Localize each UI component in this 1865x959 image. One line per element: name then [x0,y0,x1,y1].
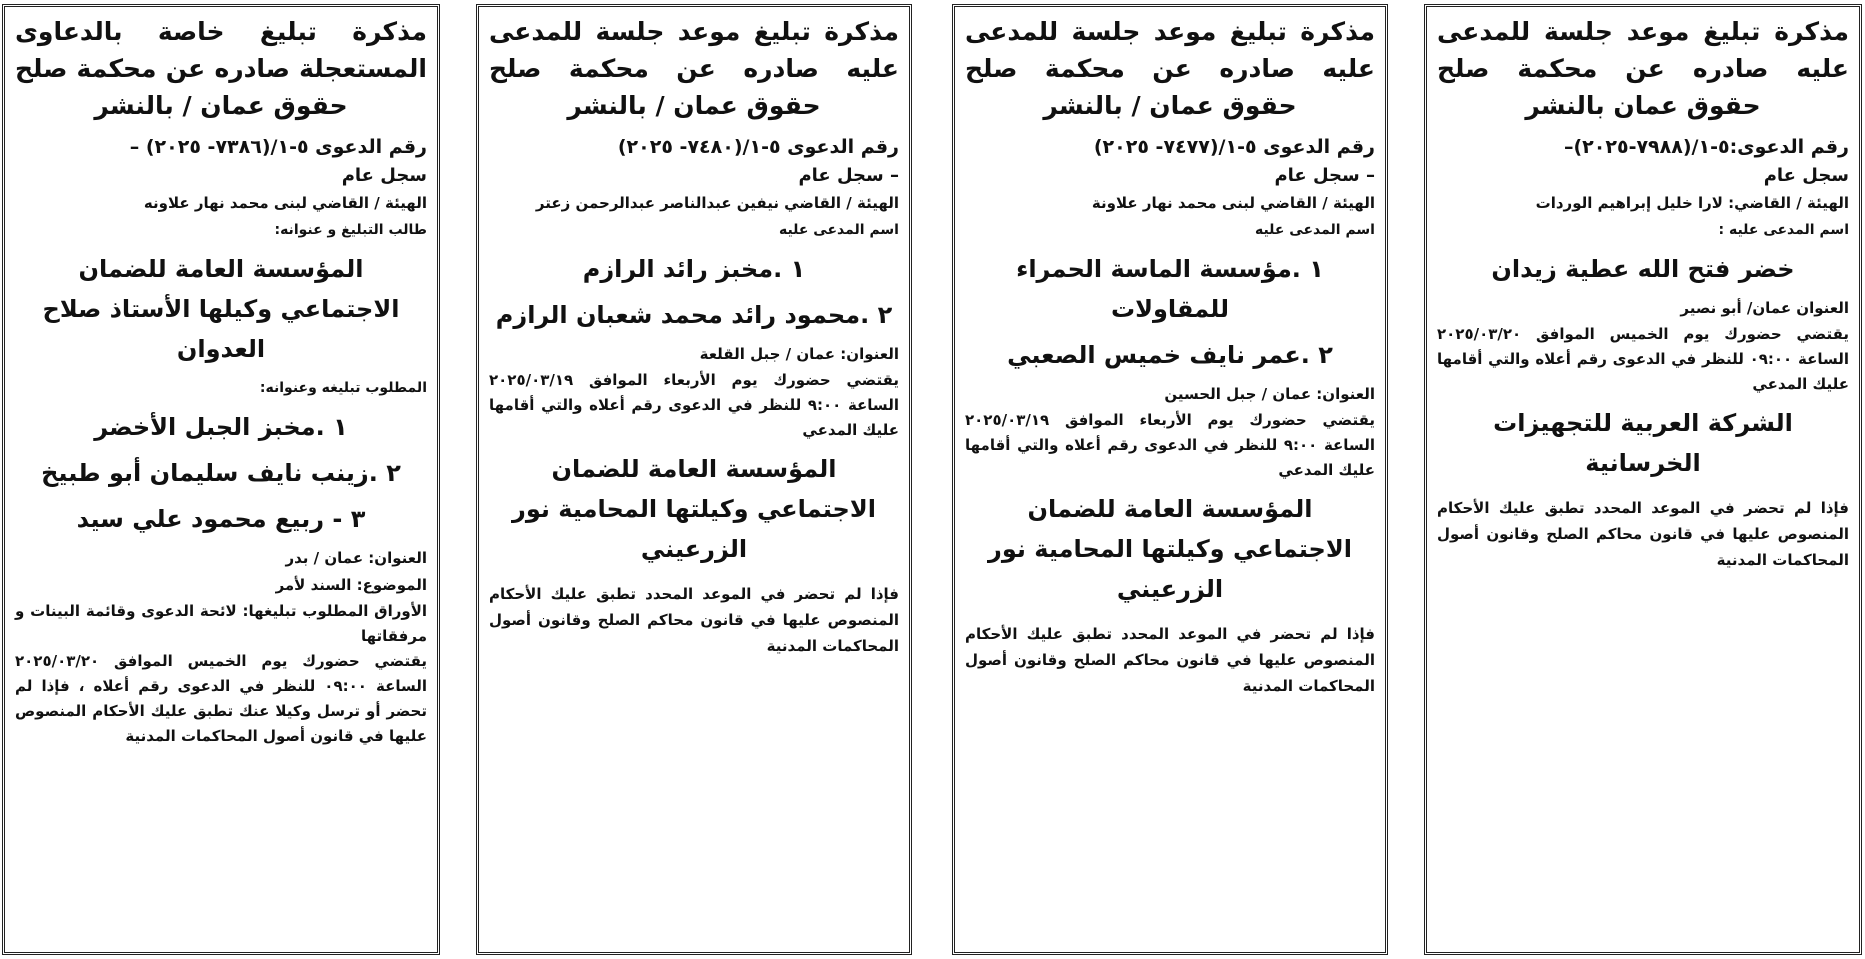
notice-case-7477 [952,4,1388,955]
notice-party: ٣ - ربيع محمود علي سيد [76,505,366,533]
notice-case-number: رقم الدعوى ٥-١/(٧٤٧٧- ٢٠٢٥) [1093,136,1375,158]
notice-party: ١ .مخبز الجبل الأخضر [94,413,348,441]
notice-body: يقتضي حضورك يوم الخميس الموافق ٢٠٢٥/٠٣/٢٠ الساعة ٠٩:٠٠ للنظر في الدعوى رقم أعلاه ، فإذا لم تحضر أو ترسل وكيلا عنك تطبق عليك الأحكام المنصوص عليها في قانون أصول المحاكمات المدنية [15,652,427,745]
notice-title: مذكرة تبليغ موعد جلسة للمدعى عليه صادره عن محكمة صلح حقوق عمان بالنشر [1437,17,1849,120]
notice-party: ٢ .محمود رائد محمد شعبان الرازم [495,301,893,329]
notice-party: ٢ .عمر نايف خميس الصعبي [1007,341,1333,369]
notice-case-7988 [1424,4,1862,955]
notice-party: المؤسسة العامة للضمان الاجتماعي وكيلها الأستاذ صلاح العدوان [42,255,400,363]
notice-label: طالب التبليغ و عنوانه: [274,222,427,238]
notice-warning: فإذا لم تحضر في الموعد المحدد تطبق عليك الأحكام المنصوص عليها في قانون محاكم الصلح وقانون أصول المحاكمات المدنية [489,585,899,655]
notice-body: يقتضي حضورك يوم الأربعاء الموافق ٢٠٢٥/٠٣/١٩ الساعة ٩:٠٠ للنظر في الدعوى رقم أعلاه والتي أقامها عليك المدعي [489,371,899,439]
notice-registry: – سجل عام [1274,165,1375,186]
notice-title: مذكرة تبليغ خاصة بالدعاوى المستعجلة صادره عن محكمة صلح حقوق عمان / بالنشر [15,17,427,120]
notice-body: يقتضي حضورك يوم الخميس الموافق ٢٠٢٥/٠٣/٢٠ الساعة ٠٩:٠٠ للنظر في الدعوى رقم أعلاه والتي أقامها عليك المدعي [1437,325,1849,393]
notice-meta: العنوان: عمان / جبل الحسين [1164,385,1375,403]
notice-party: المؤسسة العامة للضمان الاجتماعي وكيلتها المحامية نور الزرعيني [988,495,1352,603]
notice-case-7386 [2,4,440,955]
notice-title: مذكرة تبليغ موعد جلسة للمدعى عليه صادره عن محكمة صلح حقوق عمان / بالنشر [489,17,899,120]
notice-label: اسم المدعى عليه [1254,222,1375,238]
notice-party: خضر فتح الله عطية زيدان [1491,255,1795,283]
notice-meta: العنوان: عمان / بدر [285,549,427,567]
notice-registry: – سجل عام [798,165,899,186]
notice-party: ١ .مؤسسة الماسة الحمراء للمقاولات [1016,255,1324,323]
notice-party: المؤسسة العامة للضمان الاجتماعي وكيلتها المحامية نور الزرعيني [512,455,876,563]
notice-registry: سجل عام [1763,165,1849,186]
notice-meta: الهيئة / القاضي: لارا خليل إبراهيم الوردات [1535,194,1849,212]
notice-case-number: رقم الدعوى:٥-١/(٧٩٨٨-٢٠٢٥)– [1563,136,1849,158]
notice-case-number: رقم الدعوى ٥-١/(٧٣٨٦- ٢٠٢٥) – [129,136,427,158]
notice-body: يقتضي حضورك يوم الأربعاء الموافق ٢٠٢٥/٠٣/١٩ الساعة ٩:٠٠ للنظر في الدعوى رقم أعلاه والتي أقامها عليك المدعي [965,411,1375,479]
notice-party: ٢ .زينب نايف سليمان أبو طبيخ [41,459,401,487]
notice-meta: الهيئة / القاضي لبنى محمد نهار علاونه [143,194,427,212]
notice-case-number: رقم الدعوى ٥-١/(٧٤٨٠- ٢٠٢٥) [617,136,899,158]
notice-warning: فإذا لم تحضر في الموعد المحدد تطبق عليك الأحكام المنصوص عليها في قانون محاكم الصلح وقانون أصول المحاكمات المدنية [965,625,1375,695]
notice-meta: العنوان: عمان / جبل القلعة [699,345,899,363]
notice-party: الشركة العربية للتجهيزات الخرسانية [1493,409,1793,477]
notice-case-7480 [476,4,912,955]
notice-meta: الهيئة / القاضي نيفين عبدالناصر عبدالرحمن زعتر [535,194,899,212]
notice-registry: سجل عام [341,165,427,186]
notice-warning: فإذا لم تحضر في الموعد المحدد تطبق عليك الأحكام المنصوص عليها في قانون محاكم الصلح وقانون أصول المحاكمات المدنية [1437,499,1849,569]
notice-body: الأوراق المطلوب تبليغها: لائحة الدعوى وقائمة البينات و مرفقاتها [15,602,427,645]
notice-meta: الهيئة / القاضي لبنى محمد نهار علاونة [1091,194,1375,212]
notice-meta: العنوان عمان/ أبو نصير [1680,299,1849,317]
notice-title: مذكرة تبليغ موعد جلسة للمدعى عليه صادره عن محكمة صلح حقوق عمان / بالنشر [965,17,1375,120]
notice-meta: الموضوع: السند لأمر [275,576,427,594]
notice-label: اسم المدعى عليه : [1718,222,1849,238]
notice-label: اسم المدعى عليه [778,222,899,238]
notice-party: ١ .مخبز رائد الرازم [582,255,806,283]
notice-label: المطلوب تبليغه وعنوانه: [259,380,427,396]
